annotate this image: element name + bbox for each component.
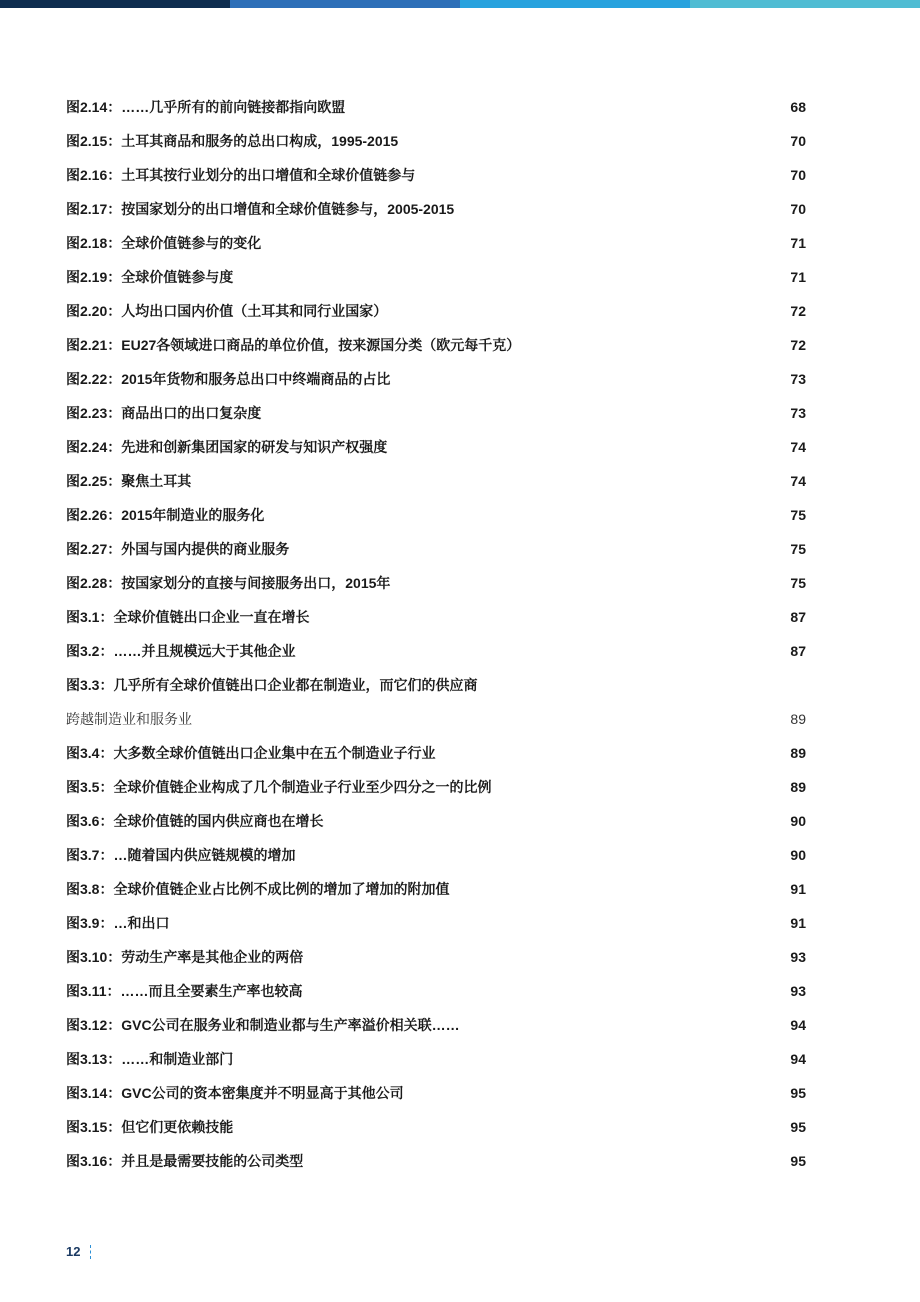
toc-entry-title: 图2.14：……几乎所有的前向链接都指向欧盟: [66, 99, 346, 115]
toc-entry-page: 74: [790, 473, 806, 489]
toc-entry[interactable]: [66, 1008, 806, 1042]
figure-list: [66, 90, 806, 1178]
toc-entry[interactable]: [66, 532, 806, 566]
toc-entry[interactable]: [66, 328, 806, 362]
toc-entry-title: 图3.12：GVC公司在服务业和制造业都与生产率溢价相关联……: [66, 1017, 460, 1033]
toc-entry[interactable]: [66, 226, 806, 260]
top-bar-segment-1: [0, 0, 230, 8]
toc-entry[interactable]: [66, 804, 806, 838]
toc-entry-page: 89: [790, 711, 806, 727]
toc-entry-page: 74: [790, 439, 806, 455]
toc-entry-title: 图3.11：……而且全要素生产率也较高: [66, 983, 303, 999]
top-bar-segment-3: [460, 0, 690, 8]
toc-entry-page: 94: [790, 1017, 806, 1033]
toc-entry[interactable]: [66, 158, 806, 192]
toc-entry-title: 图2.27：外国与国内提供的商业服务: [66, 541, 290, 557]
toc-entry-title: 图2.21：EU27各领域进口商品的单位价值，按来源国分类（欧元每千克）: [66, 337, 521, 353]
toc-entry[interactable]: [66, 294, 806, 328]
toc-entry[interactable]: [66, 736, 806, 770]
toc-entry[interactable]: [66, 940, 806, 974]
page-number: 12: [66, 1244, 81, 1259]
toc-entry[interactable]: [66, 566, 806, 600]
toc-entry-title: 图3.3：几乎所有全球价值链出口企业都在制造业，而它们的供应商: [66, 677, 478, 693]
toc-entry-title: 图3.6：全球价值链的国内供应商也在增长: [66, 813, 324, 829]
toc-entry-page: 90: [790, 813, 806, 829]
top-bar-segment-4: [690, 0, 920, 8]
toc-entry-page: 72: [790, 337, 806, 353]
toc-entry-title: 图3.4：大多数全球价值链出口企业集中在五个制造业子行业: [66, 745, 436, 761]
toc-entry-title: 图2.28：按国家划分的直接与间接服务出口，2015年: [66, 575, 391, 591]
toc-entry[interactable]: [66, 600, 806, 634]
toc-entry-page: 95: [790, 1119, 806, 1135]
top-color-bar: [0, 0, 920, 8]
toc-entry[interactable]: [66, 838, 806, 872]
toc-entry-page: 89: [790, 779, 806, 795]
toc-entry[interactable]: [66, 668, 806, 702]
toc-entry-page: 70: [790, 201, 806, 217]
toc-entry-page: 91: [790, 915, 806, 931]
toc-entry-page: 87: [790, 643, 806, 659]
toc-entry[interactable]: [66, 1144, 806, 1178]
toc-entry[interactable]: [66, 702, 806, 736]
toc-entry-title: 图2.22：2015年货物和服务总出口中终端商品的占比: [66, 371, 391, 387]
toc-entry-page: 68: [790, 99, 806, 115]
toc-entry[interactable]: [66, 124, 806, 158]
toc-entry-title: 图2.17：按国家划分的出口增值和全球价值链参与，2005-2015: [66, 201, 455, 217]
toc-entry-title: 图2.19：全球价值链参与度: [66, 269, 234, 285]
toc-entry-title: 跨越制造业和服务业: [66, 711, 192, 727]
toc-entry-title: 图3.16：并且是最需要技能的公司类型: [66, 1153, 304, 1169]
toc-entry[interactable]: [66, 362, 806, 396]
toc-entry-title: 图3.1：全球价值链出口企业一直在增长: [66, 609, 310, 625]
toc-entry[interactable]: [66, 770, 806, 804]
toc-entry-page: 72: [790, 303, 806, 319]
toc-entry-page: 95: [790, 1085, 806, 1101]
toc-entry-title: 图3.13：……和制造业部门: [66, 1051, 234, 1067]
toc-entry[interactable]: [66, 1110, 806, 1144]
toc-entry[interactable]: [66, 464, 806, 498]
toc-entry-title: 图3.5：全球价值链企业构成了几个制造业子行业至少四分之一的比例: [66, 779, 492, 795]
toc-entry-page: 70: [790, 133, 806, 149]
toc-entry[interactable]: [66, 906, 806, 940]
toc-entry-page: 93: [790, 949, 806, 965]
toc-entry-page: 89: [790, 745, 806, 761]
toc-entry-title: 图3.10：劳动生产率是其他企业的两倍: [66, 949, 304, 965]
toc-entry-page: 73: [790, 405, 806, 421]
toc-entry-page: 70: [790, 167, 806, 183]
toc-entry-title: 图2.15：土耳其商品和服务的总出口构成，1995-2015: [66, 133, 399, 149]
toc-entry-title: 图2.26：2015年制造业的服务化: [66, 507, 265, 523]
toc-entry[interactable]: [66, 396, 806, 430]
toc-entry-title: 图2.24：先进和创新集团国家的研发与知识产权强度: [66, 439, 388, 455]
toc-entry-title: 图3.15：但它们更依赖技能: [66, 1119, 234, 1135]
toc-entry[interactable]: [66, 90, 806, 124]
toc-entry-page: 71: [790, 269, 806, 285]
toc-entry[interactable]: [66, 872, 806, 906]
toc-entry[interactable]: [66, 974, 806, 1008]
toc-entry-page: 73: [790, 371, 806, 387]
toc-entry[interactable]: [66, 192, 806, 226]
toc-entry-title: 图3.9：…和出口: [66, 915, 170, 931]
toc-entry-title: 图3.14：GVC公司的资本密集度并不明显高于其他公司: [66, 1085, 404, 1101]
toc-entry-page: 93: [790, 983, 806, 999]
toc-entry[interactable]: [66, 498, 806, 532]
toc-entry[interactable]: [66, 260, 806, 294]
toc-entry-page: 87: [790, 609, 806, 625]
page-footer: [66, 1244, 91, 1259]
toc-entry[interactable]: [66, 1042, 806, 1076]
toc-entry-page: 95: [790, 1153, 806, 1169]
toc-entry-title: 图3.8：全球价值链企业占比例不成比例的增加了增加的附加值: [66, 881, 450, 897]
toc-entry-page: 75: [790, 507, 806, 523]
toc-entry-title: 图3.7：…随着国内供应链规模的增加: [66, 847, 296, 863]
toc-entry-title: 图2.18：全球价值链参与的变化: [66, 235, 262, 251]
toc-entry-title: 图2.16：土耳其按行业划分的出口增值和全球价值链参与: [66, 167, 416, 183]
toc-entry-title: 图2.25：聚焦土耳其: [66, 473, 192, 489]
toc-entry-title: 图2.20：人均出口国内价值（土耳其和同行业国家）: [66, 303, 388, 319]
toc-entry-page: 90: [790, 847, 806, 863]
toc-entry-page: 91: [790, 881, 806, 897]
toc-entry-title: 图3.2：……并且规模远大于其他企业: [66, 643, 296, 659]
toc-entry-page: 94: [790, 1051, 806, 1067]
toc-entry-title: 图2.23：商品出口的出口复杂度: [66, 405, 262, 421]
toc-entry-page: 75: [790, 541, 806, 557]
toc-entry[interactable]: [66, 430, 806, 464]
toc-entry-page: 71: [790, 235, 806, 251]
top-bar-segment-2: [230, 0, 460, 8]
toc-entry[interactable]: [66, 1076, 806, 1110]
toc-entry-page: 75: [790, 575, 806, 591]
toc-entry[interactable]: [66, 634, 806, 668]
footer-separator: [90, 1245, 91, 1259]
